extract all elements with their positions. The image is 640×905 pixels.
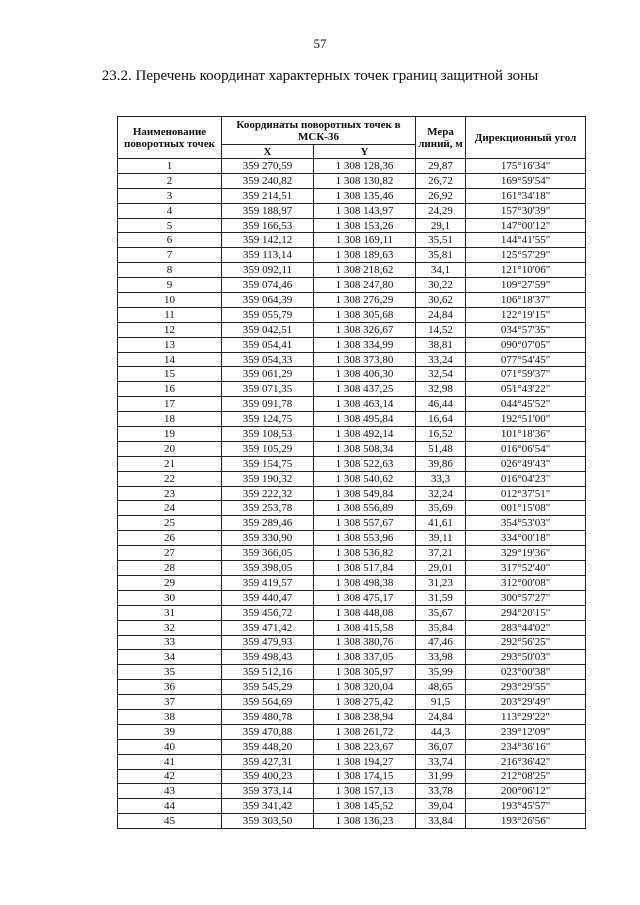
coord-y: 1 308 522,63 — [314, 456, 416, 471]
coord-y: 1 308 549,84 — [314, 486, 416, 501]
point-id: 35 — [118, 665, 222, 680]
line-length: 33,74 — [416, 754, 466, 769]
point-id: 10 — [118, 293, 222, 308]
point-id: 42 — [118, 769, 222, 784]
direction-angle: 329°19'36" — [466, 546, 586, 561]
header-y: Y — [314, 145, 416, 159]
coord-x: 359 108,53 — [222, 427, 314, 442]
table-row — [118, 516, 586, 531]
coord-x: 359 330,90 — [222, 531, 314, 546]
table-row — [118, 427, 586, 442]
line-length: 46,44 — [416, 397, 466, 412]
table-row — [118, 724, 586, 739]
coord-x: 359 398,05 — [222, 561, 314, 576]
coord-x: 359 190,32 — [222, 471, 314, 486]
coord-y: 1 308 326,67 — [314, 322, 416, 337]
table-row — [118, 441, 586, 456]
point-id: 20 — [118, 441, 222, 456]
coord-x: 359 253,78 — [222, 501, 314, 516]
coord-x: 359 074,46 — [222, 278, 314, 293]
line-length: 26,72 — [416, 173, 466, 188]
table-row — [118, 173, 586, 188]
line-length: 33,24 — [416, 352, 466, 367]
coord-x: 359 512,16 — [222, 665, 314, 680]
point-id: 5 — [118, 218, 222, 233]
line-length: 14,52 — [416, 322, 466, 337]
direction-angle: 200°06'12" — [466, 784, 586, 799]
direction-angle: 012°37'51" — [466, 486, 586, 501]
table-row — [118, 531, 586, 546]
page-number: 57 — [313, 36, 327, 51]
header-length: Мера линий, м — [416, 117, 466, 159]
line-length: 32,24 — [416, 486, 466, 501]
coord-y: 1 308 194,27 — [314, 754, 416, 769]
line-length: 16,64 — [416, 412, 466, 427]
table-row — [118, 218, 586, 233]
coord-y: 1 308 463,14 — [314, 397, 416, 412]
point-id: 26 — [118, 531, 222, 546]
line-length: 35,69 — [416, 501, 466, 516]
direction-angle: 106°18'37" — [466, 293, 586, 308]
header-coords: Координаты поворотных точек в МСК-36 — [222, 117, 416, 145]
coord-x: 359 154,75 — [222, 456, 314, 471]
direction-angle: 113°29'22" — [466, 709, 586, 724]
table-row — [118, 680, 586, 695]
line-length: 16,52 — [416, 427, 466, 442]
point-id: 43 — [118, 784, 222, 799]
table-row — [118, 352, 586, 367]
coord-y: 1 308 540,62 — [314, 471, 416, 486]
line-length: 35,67 — [416, 605, 466, 620]
line-length: 51,48 — [416, 441, 466, 456]
line-length: 39,11 — [416, 531, 466, 546]
coord-y: 1 308 218,62 — [314, 263, 416, 278]
line-length: 33,3 — [416, 471, 466, 486]
point-id: 34 — [118, 650, 222, 665]
coord-x: 359 166,53 — [222, 218, 314, 233]
direction-angle: 175°16'34" — [466, 159, 586, 174]
line-length: 41,61 — [416, 516, 466, 531]
line-length: 31,23 — [416, 575, 466, 590]
direction-angle: 125°57'29" — [466, 248, 586, 263]
coord-x: 359 341,42 — [222, 799, 314, 814]
table-row — [118, 605, 586, 620]
point-id: 36 — [118, 680, 222, 695]
coord-x: 359 373,14 — [222, 784, 314, 799]
coord-y: 1 308 498,38 — [314, 575, 416, 590]
table-body — [118, 159, 586, 829]
direction-angle: 354°53'03" — [466, 516, 586, 531]
table-row — [118, 382, 586, 397]
line-length: 24,29 — [416, 203, 466, 218]
table-row — [118, 739, 586, 754]
direction-angle: 157°30'39" — [466, 203, 586, 218]
coord-x: 359 092,11 — [222, 263, 314, 278]
line-length: 44,3 — [416, 724, 466, 739]
table-row — [118, 799, 586, 814]
direction-angle: 001°15'08" — [466, 501, 586, 516]
coord-y: 1 308 153,26 — [314, 218, 416, 233]
coord-y: 1 308 556,89 — [314, 501, 416, 516]
line-length: 39,04 — [416, 799, 466, 814]
table-row — [118, 188, 586, 203]
point-id: 3 — [118, 188, 222, 203]
point-id: 17 — [118, 397, 222, 412]
table-row — [118, 263, 586, 278]
coord-y: 1 308 380,76 — [314, 635, 416, 650]
header-angle: Дирекционный угол — [466, 117, 586, 159]
coord-y: 1 308 169,11 — [314, 233, 416, 248]
line-length: 35,81 — [416, 248, 466, 263]
point-id: 22 — [118, 471, 222, 486]
point-id: 14 — [118, 352, 222, 367]
coord-x: 359 471,42 — [222, 620, 314, 635]
coord-y: 1 308 130,82 — [314, 173, 416, 188]
coord-x: 359 222,32 — [222, 486, 314, 501]
coord-x: 359 448,20 — [222, 739, 314, 754]
coord-y: 1 308 275,42 — [314, 695, 416, 710]
line-length: 24,84 — [416, 307, 466, 322]
line-length: 26,92 — [416, 188, 466, 203]
point-id: 30 — [118, 590, 222, 605]
line-length: 35,84 — [416, 620, 466, 635]
point-id: 45 — [118, 814, 222, 829]
point-id: 11 — [118, 307, 222, 322]
coordinates-table — [117, 116, 586, 829]
coord-y: 1 308 517,84 — [314, 561, 416, 576]
direction-angle: 169°59'54" — [466, 173, 586, 188]
table-row — [118, 665, 586, 680]
direction-angle: 192°51'00" — [466, 412, 586, 427]
coord-y: 1 308 415,58 — [314, 620, 416, 635]
line-length: 31,59 — [416, 590, 466, 605]
point-id: 21 — [118, 456, 222, 471]
table-row — [118, 546, 586, 561]
table-row — [118, 233, 586, 248]
coord-y: 1 308 135,46 — [314, 188, 416, 203]
coord-y: 1 308 238,94 — [314, 709, 416, 724]
coord-x: 359 545,29 — [222, 680, 314, 695]
table-row — [118, 784, 586, 799]
coord-x: 359 289,46 — [222, 516, 314, 531]
table-row — [118, 471, 586, 486]
table-row — [118, 709, 586, 724]
coord-y: 1 308 437,25 — [314, 382, 416, 397]
table-row — [118, 307, 586, 322]
direction-angle: 294°20'15" — [466, 605, 586, 620]
point-id: 8 — [118, 263, 222, 278]
coord-x: 359 564,69 — [222, 695, 314, 710]
coord-y: 1 308 136,23 — [314, 814, 416, 829]
point-id: 7 — [118, 248, 222, 263]
coord-x: 359 064,39 — [222, 293, 314, 308]
coord-y: 1 308 128,36 — [314, 159, 416, 174]
page-heading: 23.2. Перечень координат характерных точек границ защитной зоны — [101, 68, 539, 84]
coord-y: 1 308 320,04 — [314, 680, 416, 695]
direction-angle: 293°50'03" — [466, 650, 586, 665]
direction-angle: 212°08'25" — [466, 769, 586, 784]
table-row — [118, 248, 586, 263]
coord-x: 359 124,75 — [222, 412, 314, 427]
point-id: 38 — [118, 709, 222, 724]
coord-x: 359 270,59 — [222, 159, 314, 174]
coord-y: 1 308 557,67 — [314, 516, 416, 531]
direction-angle: 144°41'55" — [466, 233, 586, 248]
direction-angle: 283°44'02" — [466, 620, 586, 635]
table-row — [118, 590, 586, 605]
coord-y: 1 308 553,96 — [314, 531, 416, 546]
direction-angle: 016°04'23" — [466, 471, 586, 486]
direction-angle: 239°12'09" — [466, 724, 586, 739]
direction-angle: 044°45'52" — [466, 397, 586, 412]
table-row — [118, 501, 586, 516]
coord-y: 1 308 536,82 — [314, 546, 416, 561]
line-length: 33,98 — [416, 650, 466, 665]
table-row — [118, 278, 586, 293]
coord-x: 359 456,72 — [222, 605, 314, 620]
coord-x: 359 440,47 — [222, 590, 314, 605]
point-id: 37 — [118, 695, 222, 710]
coord-x: 359 188,97 — [222, 203, 314, 218]
point-id: 13 — [118, 337, 222, 352]
coord-x: 359 366,05 — [222, 546, 314, 561]
point-id: 6 — [118, 233, 222, 248]
line-length: 47,46 — [416, 635, 466, 650]
coord-x: 359 091,78 — [222, 397, 314, 412]
direction-angle: 293°29'55" — [466, 680, 586, 695]
point-id: 27 — [118, 546, 222, 561]
line-length: 29,01 — [416, 561, 466, 576]
direction-angle: 317°52'40" — [466, 561, 586, 576]
line-length: 32,98 — [416, 382, 466, 397]
direction-angle: 023°00'38" — [466, 665, 586, 680]
direction-angle: 334°00'18" — [466, 531, 586, 546]
coord-y: 1 308 334,99 — [314, 337, 416, 352]
coord-x: 359 061,29 — [222, 367, 314, 382]
point-id: 1 — [118, 159, 222, 174]
coord-y: 1 308 189,63 — [314, 248, 416, 263]
point-id: 25 — [118, 516, 222, 531]
table-row — [118, 650, 586, 665]
header-points: Наименование поворотных точек — [118, 117, 222, 159]
point-id: 15 — [118, 367, 222, 382]
coord-y: 1 308 406,30 — [314, 367, 416, 382]
line-length: 39,86 — [416, 456, 466, 471]
line-length: 35,99 — [416, 665, 466, 680]
coord-x: 359 054,41 — [222, 337, 314, 352]
direction-angle: 216°36'42" — [466, 754, 586, 769]
point-id: 41 — [118, 754, 222, 769]
point-id: 44 — [118, 799, 222, 814]
coord-y: 1 308 448,08 — [314, 605, 416, 620]
table-row — [118, 695, 586, 710]
line-length: 91,5 — [416, 695, 466, 710]
table-row — [118, 769, 586, 784]
table-row — [118, 486, 586, 501]
direction-angle: 016°06'54" — [466, 441, 586, 456]
point-id: 39 — [118, 724, 222, 739]
coord-x: 359 113,14 — [222, 248, 314, 263]
point-id: 32 — [118, 620, 222, 635]
point-id: 9 — [118, 278, 222, 293]
line-length: 30,62 — [416, 293, 466, 308]
point-id: 18 — [118, 412, 222, 427]
line-length: 37,21 — [416, 546, 466, 561]
line-length: 29,1 — [416, 218, 466, 233]
coord-y: 1 308 261,72 — [314, 724, 416, 739]
direction-angle: 109°27'59" — [466, 278, 586, 293]
coord-x: 359 303,50 — [222, 814, 314, 829]
coord-x: 359 042,51 — [222, 322, 314, 337]
table-row — [118, 575, 586, 590]
table-row — [118, 293, 586, 308]
direction-angle: 026°49'43" — [466, 456, 586, 471]
table-row — [118, 397, 586, 412]
direction-angle: 203°29'49" — [466, 695, 586, 710]
table-row — [118, 814, 586, 829]
coord-x: 359 142,12 — [222, 233, 314, 248]
point-id: 33 — [118, 635, 222, 650]
line-length: 48,65 — [416, 680, 466, 695]
coord-x: 359 400,23 — [222, 769, 314, 784]
table-row — [118, 561, 586, 576]
coord-y: 1 308 143,97 — [314, 203, 416, 218]
coord-y: 1 308 495,84 — [314, 412, 416, 427]
point-id: 29 — [118, 575, 222, 590]
point-id: 2 — [118, 173, 222, 188]
direction-angle: 300°57'27" — [466, 590, 586, 605]
table-row — [118, 203, 586, 218]
point-id: 24 — [118, 501, 222, 516]
coord-y: 1 308 337,05 — [314, 650, 416, 665]
header-x: X — [222, 145, 314, 159]
line-length: 24,84 — [416, 709, 466, 724]
coord-y: 1 308 373,80 — [314, 352, 416, 367]
direction-angle: 051°43'22" — [466, 382, 586, 397]
coord-y: 1 308 247,80 — [314, 278, 416, 293]
direction-angle: 071°59'37" — [466, 367, 586, 382]
table-row — [118, 322, 586, 337]
coord-x: 359 055,79 — [222, 307, 314, 322]
direction-angle: 292°56'25" — [466, 635, 586, 650]
line-length: 36,07 — [416, 739, 466, 754]
coord-x: 359 470,88 — [222, 724, 314, 739]
direction-angle: 077°54'45" — [466, 352, 586, 367]
point-id: 31 — [118, 605, 222, 620]
point-id: 19 — [118, 427, 222, 442]
coord-x: 359 427,31 — [222, 754, 314, 769]
direction-angle: 193°26'56" — [466, 814, 586, 829]
table-row — [118, 412, 586, 427]
point-id: 4 — [118, 203, 222, 218]
coord-x: 359 479,93 — [222, 635, 314, 650]
coord-y: 1 308 174,15 — [314, 769, 416, 784]
line-length: 33,78 — [416, 784, 466, 799]
direction-angle: 193°45'57" — [466, 799, 586, 814]
coord-y: 1 308 305,97 — [314, 665, 416, 680]
coord-y: 1 308 157,13 — [314, 784, 416, 799]
coord-y: 1 308 223,67 — [314, 739, 416, 754]
direction-angle: 122°19'15" — [466, 307, 586, 322]
direction-angle: 101°18'36" — [466, 427, 586, 442]
coord-y: 1 308 145,52 — [314, 799, 416, 814]
direction-angle: 161°34'18" — [466, 188, 586, 203]
direction-angle: 121°10'06" — [466, 263, 586, 278]
coord-y: 1 308 492,14 — [314, 427, 416, 442]
coord-x: 359 071,35 — [222, 382, 314, 397]
line-length: 30,22 — [416, 278, 466, 293]
point-id: 16 — [118, 382, 222, 397]
line-length: 31,99 — [416, 769, 466, 784]
direction-angle: 090°07'05" — [466, 337, 586, 352]
table-row — [118, 456, 586, 471]
line-length: 32,54 — [416, 367, 466, 382]
line-length: 35,51 — [416, 233, 466, 248]
table-row — [118, 635, 586, 650]
table-row — [118, 754, 586, 769]
point-id: 28 — [118, 561, 222, 576]
coord-x: 359 498,43 — [222, 650, 314, 665]
table-row — [118, 620, 586, 635]
coord-x: 359 105,29 — [222, 441, 314, 456]
table-row — [118, 159, 586, 174]
coord-x: 359 054,33 — [222, 352, 314, 367]
direction-angle: 234°36'16" — [466, 739, 586, 754]
coord-y: 1 308 508,34 — [314, 441, 416, 456]
coord-y: 1 308 475,17 — [314, 590, 416, 605]
line-length: 29,87 — [416, 159, 466, 174]
table-row — [118, 367, 586, 382]
direction-angle: 312°00'08" — [466, 575, 586, 590]
point-id: 23 — [118, 486, 222, 501]
coord-y: 1 308 276,29 — [314, 293, 416, 308]
line-length: 34,1 — [416, 263, 466, 278]
coord-x: 359 240,82 — [222, 173, 314, 188]
coord-x: 359 214,51 — [222, 188, 314, 203]
line-length: 33,84 — [416, 814, 466, 829]
direction-angle: 147°00'12" — [466, 218, 586, 233]
direction-angle: 034°57'35" — [466, 322, 586, 337]
point-id: 40 — [118, 739, 222, 754]
coord-x: 359 419,57 — [222, 575, 314, 590]
table-row — [118, 337, 586, 352]
coord-y: 1 308 305,68 — [314, 307, 416, 322]
point-id: 12 — [118, 322, 222, 337]
line-length: 38,81 — [416, 337, 466, 352]
coord-x: 359 480,78 — [222, 709, 314, 724]
